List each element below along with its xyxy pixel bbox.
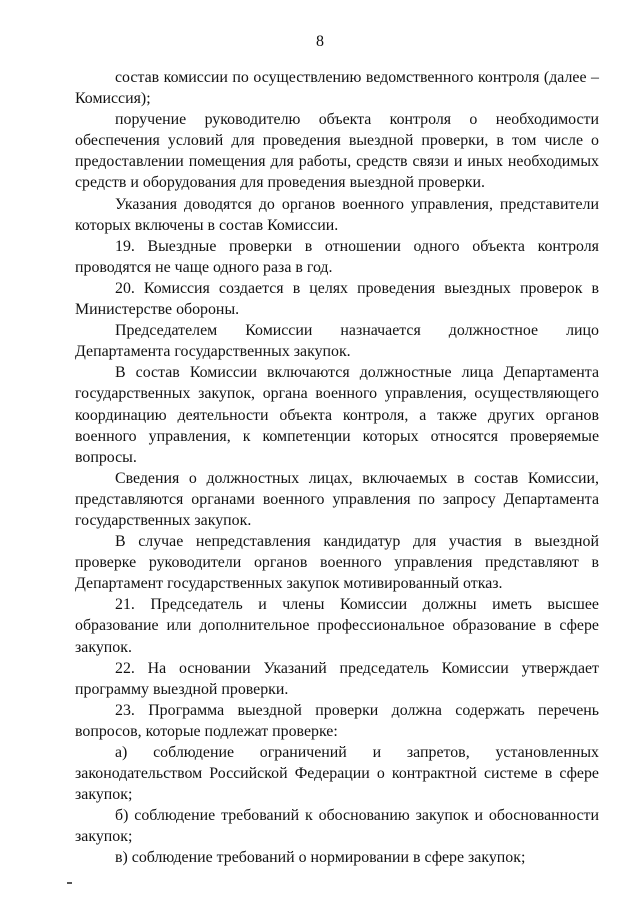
scan-speck <box>67 882 72 884</box>
paragraph-refusal: В случае непредставления кандидатур для участия в выездной проверке руководители органов военного управления представляют в Департамент государственных закупок мотивированный отказ. <box>75 533 599 593</box>
paragraph-member-info: Сведения о должностных лицах, включаемых в состав Комиссии, представляются органами военного управления по запросу Департамента государственных закупок. <box>75 469 599 529</box>
paragraph-item-19: 19. Выездные проверки в отношении одного объекта контроля проводятся не чаще одного раза в год. <box>75 237 599 276</box>
paragraph-item-23-b: б) соблюдение требований к обоснованию закупок и обоснованности закупок; <box>75 807 599 846</box>
paragraph-instruction-to-head: поручение руководителю объекта контроля о необходимости обеспечения условий для проведения выездной проверки, в том числе о предоставлении помещения для работы, средств связи и иных необходимых средств и оборудования для проведения выездной проверки. <box>75 111 599 192</box>
paragraph-commission-composition: состав комиссии по осуществлению ведомственного контроля (далее – Комиссия); <box>75 69 599 108</box>
paragraph-instructions-delivery: Указания доводятся до органов военного управления, представители которых включены в состав Комиссии. <box>75 195 599 234</box>
document-body <box>75 67 599 869</box>
paragraph-commission-members: В состав Комиссии включаются должностные лица Департамента государственных закупок, органа военного управления, осуществляющего координацию деятельности объекта контроля, а также других органов военного управления, к компетенции которых относятся проверяемые вопросы. <box>75 364 599 466</box>
paragraph-item-20: 20. Комиссия создается в целях проведения выездных проверок в Министерстве обороны. <box>75 279 599 319</box>
paragraph-item-23-v: в) соблюдение требований о нормировании в сфере закупок; <box>115 849 526 867</box>
paragraph-item-21: 21. Председатель и члены Комиссии должны иметь высшее образование или дополнительное профессиональное образование в сфере закупок. <box>75 596 599 656</box>
paragraph-item-23-a: а) соблюдение ограничений и запретов, установленных законодательством Российской Федерации о контрактной системе в сфере закупок; <box>75 744 599 804</box>
paragraph-item-23: 23. Программа выездной проверки должна содержать перечень вопросов, которые подлежат проверке: <box>75 701 599 740</box>
paragraph-item-22: 22. На основании Указаний председатель Комиссии утверждает программу выездной проверки. <box>75 659 599 698</box>
paragraph-chairman: Председателем Комиссии назначается должностное лицо Департамента государственных закупок. <box>75 322 599 361</box>
page-number: 8 <box>316 33 324 50</box>
